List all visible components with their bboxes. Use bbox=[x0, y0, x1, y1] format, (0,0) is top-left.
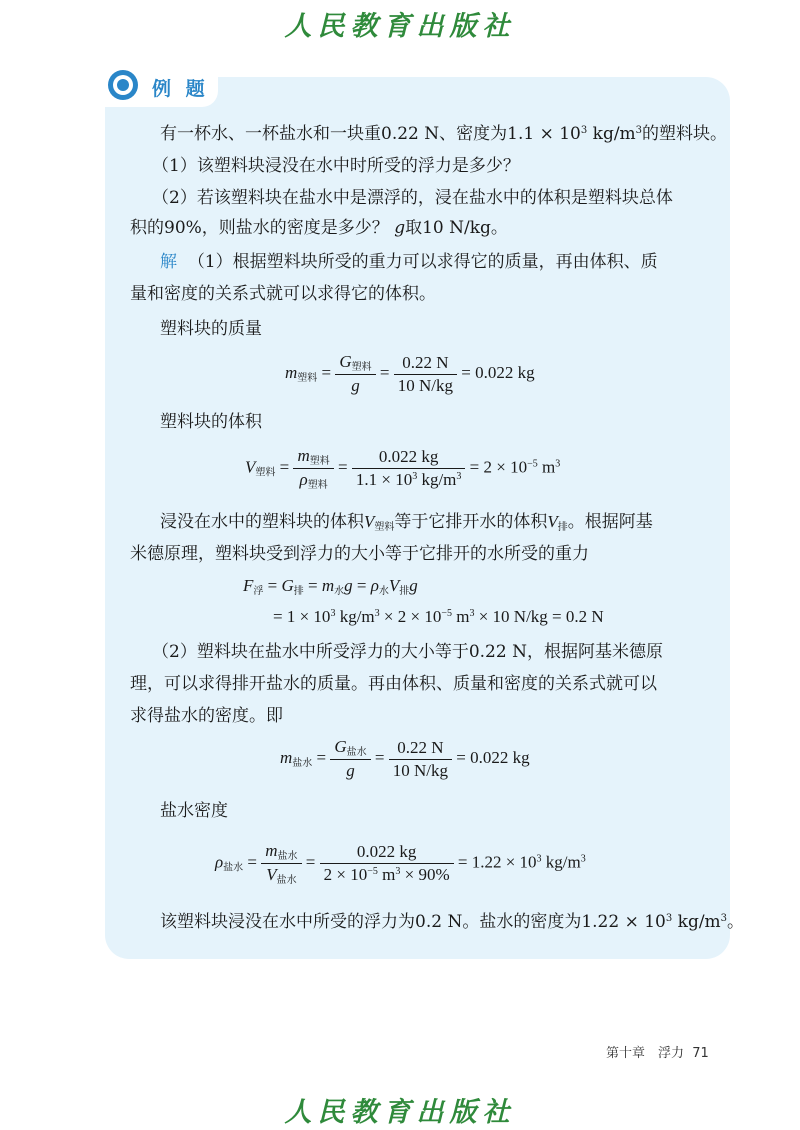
equation-volume: $V_{塑料}$ = $\frac{m_{塑料}}{\rho_{塑料}}$ = $\frac{0.022 kg}{1.1 \times 10^3 kg/m^3}$ = $2 \times 10^{-5}$ $m^3$ bbox=[245, 446, 561, 491]
mass-label: 塑料块的质量 bbox=[160, 319, 262, 339]
chapter-title: 第十章 浮力 bbox=[606, 1046, 685, 1061]
solution-marker: 解 bbox=[160, 252, 177, 272]
equation-buoyancy-line-2: = $1 \times 10^3$ $kg/m^3 \times 2 \times 10^{-5}$ $m^3 \times 10$ N/kg = 0.2 N bbox=[273, 607, 604, 626]
archimedes-line-2: 米德原理，塑料块受到浮力的大小等于它排开的水所受的重力 bbox=[130, 544, 589, 564]
solution-2-line-3: 求得盐水的密度。即 bbox=[130, 706, 283, 726]
target-icon bbox=[106, 68, 140, 102]
publisher-logo-top: 人民教育出版社 bbox=[284, 11, 516, 42]
density-label: 盐水密度 bbox=[160, 801, 228, 821]
page-footer bbox=[606, 1042, 709, 1061]
solution-1-line-2: 量和密度的关系式就可以求得它的体积。 bbox=[130, 284, 436, 304]
equation-salt-density: $\rho_{盐水}$ = $\frac{m_{盐水}}{V_{盐水}}$ = $\frac{0.022 kg}{2 \times 10^{-5} m^3 \times 90\%}$ = $1.22 \times 10^3$ $kg/m^3$ bbox=[215, 841, 586, 886]
volume-label: 塑料块的体积 bbox=[160, 412, 262, 432]
question-2-line-2: 积的90%，则盐水的密度是多少？ g取10 N/kg。 bbox=[130, 218, 508, 238]
equation-mass: $m_{塑料}$ = $\frac{G_{塑料}}{g}$ = $\frac{0.22 N}{10 N/kg}$ = 0.022 kg bbox=[285, 352, 535, 395]
publisher-logo-bottom: 人民教育出版社 bbox=[284, 1097, 516, 1128]
conclusion: 该塑料块浸没在水中所受的浮力为0.2 N。盐水的密度为$1.22 \times 10^3$ $kg/m^3$。 bbox=[160, 912, 745, 932]
solution-2-line-2: 理，可以求得排开盐水的质量。再由体积、质量和密度的关系式就可以 bbox=[130, 674, 657, 694]
equation-buoyancy-line-1: $F_浮 = G_排 = m_水g = \rho_水V_排g$ bbox=[243, 576, 418, 597]
archimedes-line-1: 浸没在水中的塑料块的体积$V_{塑料}$等于它排开水的体积$V_排$。根据阿基 bbox=[160, 512, 653, 533]
problem-line-1: 有一杯水、一杯盐水和一块重0.22 N、密度为$1.1 \times 10^3$ $kg/m^3$的塑料块。 bbox=[160, 124, 728, 144]
equation-salt-mass: $m_{盐水}$ = $\frac{G_{盐水}}{g}$ = $\frac{0.22 N}{10 N/kg}$ = 0.022 kg bbox=[280, 737, 530, 780]
solution-2-line-1: （2）塑料块在盐水中所受浮力的大小等于0.22 N，根据阿基米德原 bbox=[152, 642, 663, 662]
question-2-line-1: （2）若该塑料块在盐水中是漂浮的，浸在盐水中的体积是塑料块总体 bbox=[152, 188, 673, 208]
section-label: 例 题 bbox=[152, 78, 209, 100]
page-number: 71 bbox=[692, 1046, 709, 1061]
solution-1-line-1: 解 （1）根据塑料块所受的重力可以求得它的质量，再由体积、质 bbox=[160, 252, 658, 272]
question-1: （1）该塑料块浸没在水中时所受的浮力是多少？ bbox=[152, 156, 520, 176]
